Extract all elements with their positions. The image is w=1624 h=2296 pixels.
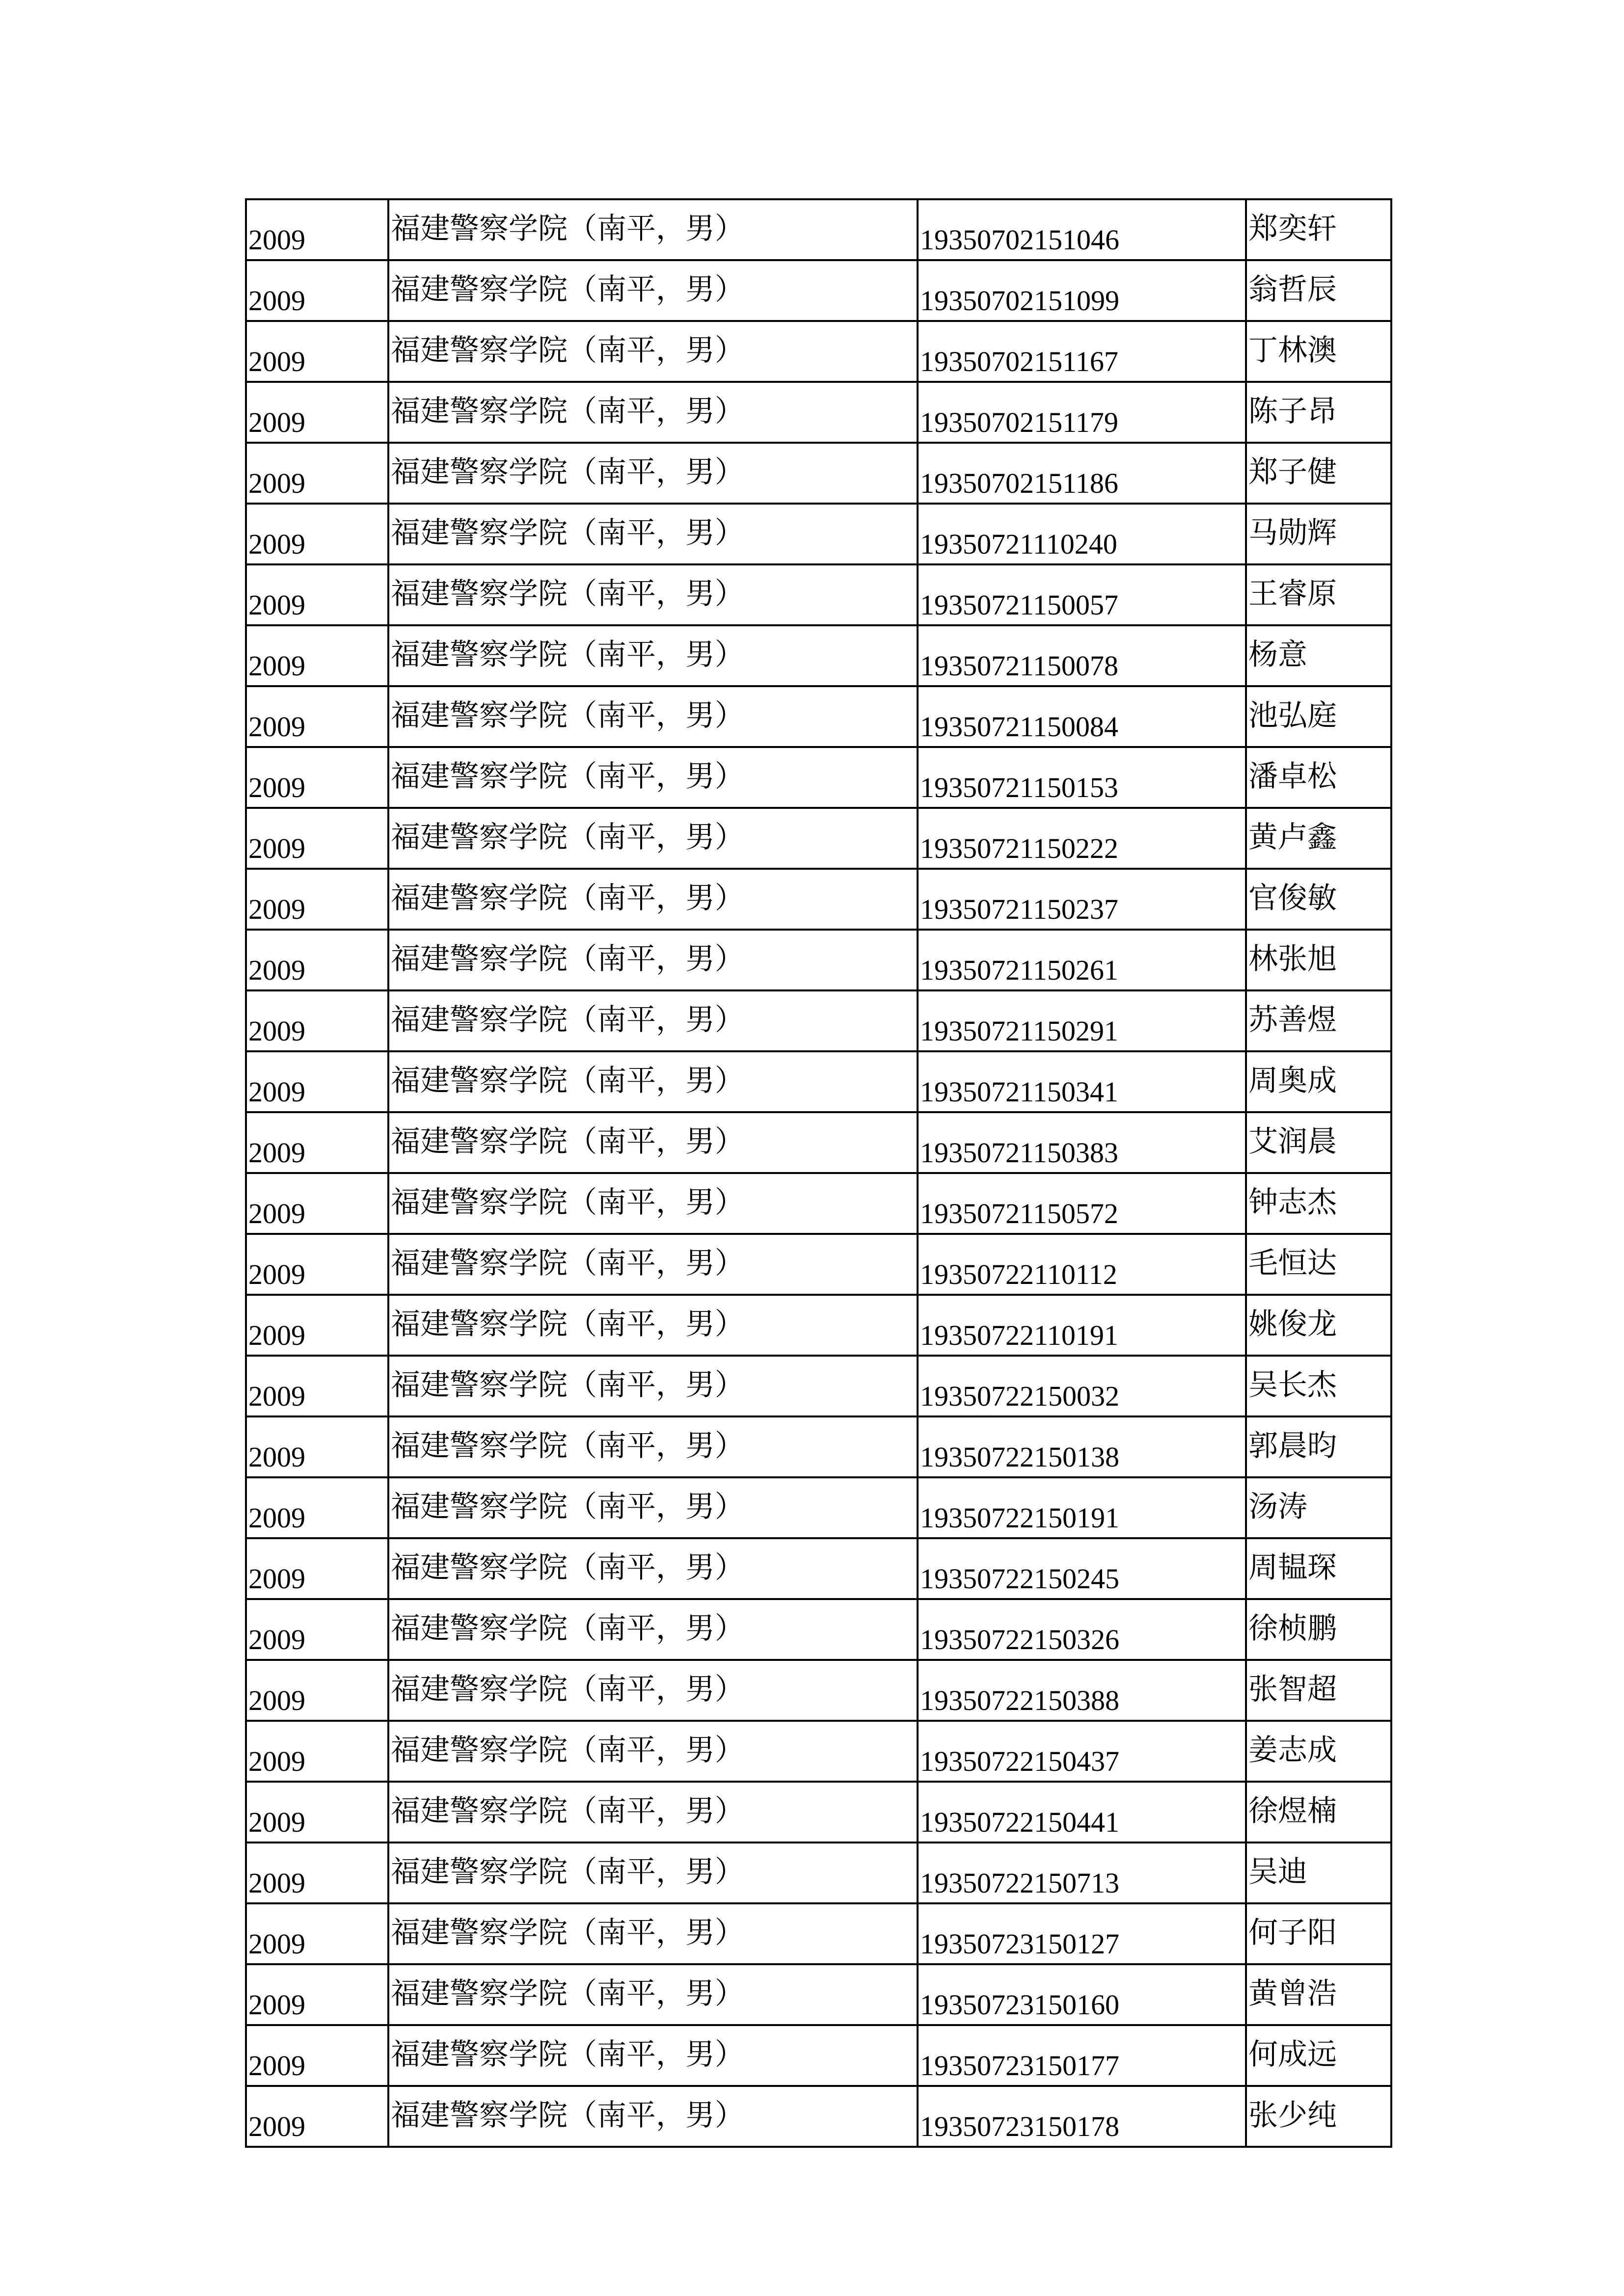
school-cell: 福建警察学院（南平，男） — [388, 2025, 918, 2086]
table-row — [246, 1903, 1391, 1964]
table-row — [246, 1538, 1391, 1599]
student-name-cell: 艾润晨 — [1246, 1112, 1391, 1173]
table-row — [246, 443, 1391, 504]
candidate-id-cell: 19350723150160 — [918, 1964, 1246, 2025]
student-name-cell: 官俊敏 — [1246, 869, 1391, 930]
school-cell: 福建警察学院（南平，男） — [388, 2086, 918, 2147]
table-row — [246, 382, 1391, 443]
year-cell: 2009 — [246, 2025, 388, 2086]
candidate-id-cell: 19350721150291 — [918, 990, 1246, 1051]
year-cell: 2009 — [246, 625, 388, 686]
student-name-cell: 翁哲辰 — [1246, 260, 1391, 321]
year-cell: 2009 — [246, 1356, 388, 1416]
school-cell: 福建警察学院（南平，男） — [388, 382, 918, 443]
school-cell: 福建警察学院（南平，男） — [388, 321, 918, 382]
admission-table — [245, 198, 1392, 2148]
table-row — [246, 1477, 1391, 1538]
candidate-id-cell: 19350722150713 — [918, 1842, 1246, 1903]
school-cell: 福建警察学院（南平，男） — [388, 1356, 918, 1416]
school-cell: 福建警察学院（南平，男） — [388, 1112, 918, 1173]
table-row — [246, 686, 1391, 747]
table-row — [246, 2086, 1391, 2147]
table-row — [246, 747, 1391, 808]
school-cell: 福建警察学院（南平，男） — [388, 1782, 918, 1842]
school-cell: 福建警察学院（南平，男） — [388, 1477, 918, 1538]
student-name-cell: 王睿原 — [1246, 564, 1391, 625]
school-cell: 福建警察学院（南平，男） — [388, 747, 918, 808]
school-cell: 福建警察学院（南平，男） — [388, 1234, 918, 1295]
table-row — [246, 808, 1391, 869]
student-name-cell: 苏善煜 — [1246, 990, 1391, 1051]
year-cell: 2009 — [246, 990, 388, 1051]
candidate-id-cell: 19350722150326 — [918, 1599, 1246, 1660]
candidate-id-cell: 19350721150057 — [918, 564, 1246, 625]
table-row — [246, 1051, 1391, 1112]
year-cell: 2009 — [246, 1173, 388, 1234]
year-cell: 2009 — [246, 1295, 388, 1356]
candidate-id-cell: 19350702151186 — [918, 443, 1246, 504]
student-name-cell: 张智超 — [1246, 1660, 1391, 1721]
year-cell: 2009 — [246, 1477, 388, 1538]
year-cell: 2009 — [246, 199, 388, 260]
year-cell: 2009 — [246, 1903, 388, 1964]
school-cell: 福建警察学院（南平，男） — [388, 1173, 918, 1234]
school-cell: 福建警察学院（南平，男） — [388, 1416, 918, 1477]
table-row — [246, 1964, 1391, 2025]
student-name-cell: 钟志杰 — [1246, 1173, 1391, 1234]
school-cell: 福建警察学院（南平，男） — [388, 199, 918, 260]
candidate-id-cell: 19350702151179 — [918, 382, 1246, 443]
table-row — [246, 1295, 1391, 1356]
year-cell: 2009 — [246, 1660, 388, 1721]
table-row — [246, 1356, 1391, 1416]
table-row — [246, 990, 1391, 1051]
table-row — [246, 1660, 1391, 1721]
student-name-cell: 林张旭 — [1246, 930, 1391, 990]
school-cell: 福建警察学院（南平，男） — [388, 1538, 918, 1599]
student-name-cell: 吴长杰 — [1246, 1356, 1391, 1416]
candidate-id-cell: 19350721150383 — [918, 1112, 1246, 1173]
candidate-id-cell: 19350702151099 — [918, 260, 1246, 321]
student-name-cell: 池弘庭 — [1246, 686, 1391, 747]
student-name-cell: 黄曾浩 — [1246, 1964, 1391, 2025]
year-cell: 2009 — [246, 1416, 388, 1477]
school-cell: 福建警察学院（南平，男） — [388, 930, 918, 990]
school-cell: 福建警察学院（南平，男） — [388, 1660, 918, 1721]
year-cell: 2009 — [246, 1538, 388, 1599]
table-row — [246, 1599, 1391, 1660]
candidate-id-cell: 19350722150437 — [918, 1721, 1246, 1782]
candidate-id-cell: 19350722150245 — [918, 1538, 1246, 1599]
student-name-cell: 徐桢鹏 — [1246, 1599, 1391, 1660]
table-row — [246, 625, 1391, 686]
student-name-cell: 毛恒达 — [1246, 1234, 1391, 1295]
table-row — [246, 1721, 1391, 1782]
year-cell: 2009 — [246, 1964, 388, 2025]
year-cell: 2009 — [246, 1599, 388, 1660]
student-name-cell: 张少纯 — [1246, 2086, 1391, 2147]
candidate-id-cell: 19350722150388 — [918, 1660, 1246, 1721]
table-row — [246, 869, 1391, 930]
table-row — [246, 504, 1391, 564]
student-name-cell: 汤涛 — [1246, 1477, 1391, 1538]
table-row — [246, 199, 1391, 260]
candidate-id-cell: 19350702151167 — [918, 321, 1246, 382]
student-name-cell: 郭晨昀 — [1246, 1416, 1391, 1477]
candidate-id-cell: 19350721150153 — [918, 747, 1246, 808]
candidate-id-cell: 19350721150341 — [918, 1051, 1246, 1112]
year-cell: 2009 — [246, 1842, 388, 1903]
student-name-cell: 黄卢鑫 — [1246, 808, 1391, 869]
school-cell: 福建警察学院（南平，男） — [388, 564, 918, 625]
student-name-cell: 姚俊龙 — [1246, 1295, 1391, 1356]
candidate-id-cell: 19350721150084 — [918, 686, 1246, 747]
year-cell: 2009 — [246, 2086, 388, 2147]
school-cell: 福建警察学院（南平，男） — [388, 686, 918, 747]
student-name-cell: 郑子健 — [1246, 443, 1391, 504]
student-name-cell: 吴迪 — [1246, 1842, 1391, 1903]
school-cell: 福建警察学院（南平，男） — [388, 504, 918, 564]
school-cell: 福建警察学院（南平，男） — [388, 1295, 918, 1356]
school-cell: 福建警察学院（南平，男） — [388, 869, 918, 930]
table-row — [246, 1416, 1391, 1477]
table-row — [246, 321, 1391, 382]
student-name-cell: 马勋辉 — [1246, 504, 1391, 564]
school-cell: 福建警察学院（南平，男） — [388, 1903, 918, 1964]
student-name-cell: 郑奕轩 — [1246, 199, 1391, 260]
student-name-cell: 丁林澳 — [1246, 321, 1391, 382]
candidate-id-cell: 19350702151046 — [918, 199, 1246, 260]
candidate-id-cell: 19350721150237 — [918, 869, 1246, 930]
year-cell: 2009 — [246, 443, 388, 504]
student-name-cell: 姜志成 — [1246, 1721, 1391, 1782]
candidate-id-cell: 19350723150177 — [918, 2025, 1246, 2086]
year-cell: 2009 — [246, 504, 388, 564]
candidate-id-cell: 19350721150572 — [918, 1173, 1246, 1234]
school-cell: 福建警察学院（南平，男） — [388, 260, 918, 321]
candidate-id-cell: 19350723150178 — [918, 2086, 1246, 2147]
student-name-cell: 何子阳 — [1246, 1903, 1391, 1964]
candidate-id-cell: 19350721150222 — [918, 808, 1246, 869]
table-row — [246, 1234, 1391, 1295]
candidate-id-cell: 19350721110240 — [918, 504, 1246, 564]
candidate-id-cell: 19350722150138 — [918, 1416, 1246, 1477]
table-row — [246, 1173, 1391, 1234]
candidate-id-cell: 19350722150441 — [918, 1782, 1246, 1842]
year-cell: 2009 — [246, 1051, 388, 1112]
student-name-cell: 杨意 — [1246, 625, 1391, 686]
school-cell: 福建警察学院（南平，男） — [388, 1599, 918, 1660]
student-name-cell: 潘卓松 — [1246, 747, 1391, 808]
school-cell: 福建警察学院（南平，男） — [388, 443, 918, 504]
candidate-id-cell: 19350722150191 — [918, 1477, 1246, 1538]
year-cell: 2009 — [246, 1234, 388, 1295]
candidate-id-cell: 19350723150127 — [918, 1903, 1246, 1964]
candidate-id-cell: 19350722110112 — [918, 1234, 1246, 1295]
table-row — [246, 1842, 1391, 1903]
year-cell: 2009 — [246, 686, 388, 747]
year-cell: 2009 — [246, 382, 388, 443]
candidate-id-cell: 19350721150261 — [918, 930, 1246, 990]
year-cell: 2009 — [246, 321, 388, 382]
table-row — [246, 564, 1391, 625]
admission-table-body — [246, 199, 1391, 2147]
school-cell: 福建警察学院（南平，男） — [388, 808, 918, 869]
year-cell: 2009 — [246, 1721, 388, 1782]
candidate-id-cell: 19350722150032 — [918, 1356, 1246, 1416]
table-row — [246, 1112, 1391, 1173]
year-cell: 2009 — [246, 808, 388, 869]
table-row — [246, 2025, 1391, 2086]
school-cell: 福建警察学院（南平，男） — [388, 1721, 918, 1782]
school-cell: 福建警察学院（南平，男） — [388, 1051, 918, 1112]
table-row — [246, 930, 1391, 990]
school-cell: 福建警察学院（南平，男） — [388, 1964, 918, 2025]
year-cell: 2009 — [246, 1112, 388, 1173]
year-cell: 2009 — [246, 1782, 388, 1842]
year-cell: 2009 — [246, 260, 388, 321]
student-name-cell: 周奥成 — [1246, 1051, 1391, 1112]
school-cell: 福建警察学院（南平，男） — [388, 1842, 918, 1903]
year-cell: 2009 — [246, 747, 388, 808]
student-name-cell: 周韫琛 — [1246, 1538, 1391, 1599]
school-cell: 福建警察学院（南平，男） — [388, 990, 918, 1051]
year-cell: 2009 — [246, 930, 388, 990]
student-name-cell: 何成远 — [1246, 2025, 1391, 2086]
table-row — [246, 260, 1391, 321]
year-cell: 2009 — [246, 564, 388, 625]
candidate-id-cell: 19350722110191 — [918, 1295, 1246, 1356]
school-cell: 福建警察学院（南平，男） — [388, 625, 918, 686]
student-name-cell: 徐煜楠 — [1246, 1782, 1391, 1842]
year-cell: 2009 — [246, 869, 388, 930]
student-name-cell: 陈子昂 — [1246, 382, 1391, 443]
candidate-id-cell: 19350721150078 — [918, 625, 1246, 686]
table-row — [246, 1782, 1391, 1842]
